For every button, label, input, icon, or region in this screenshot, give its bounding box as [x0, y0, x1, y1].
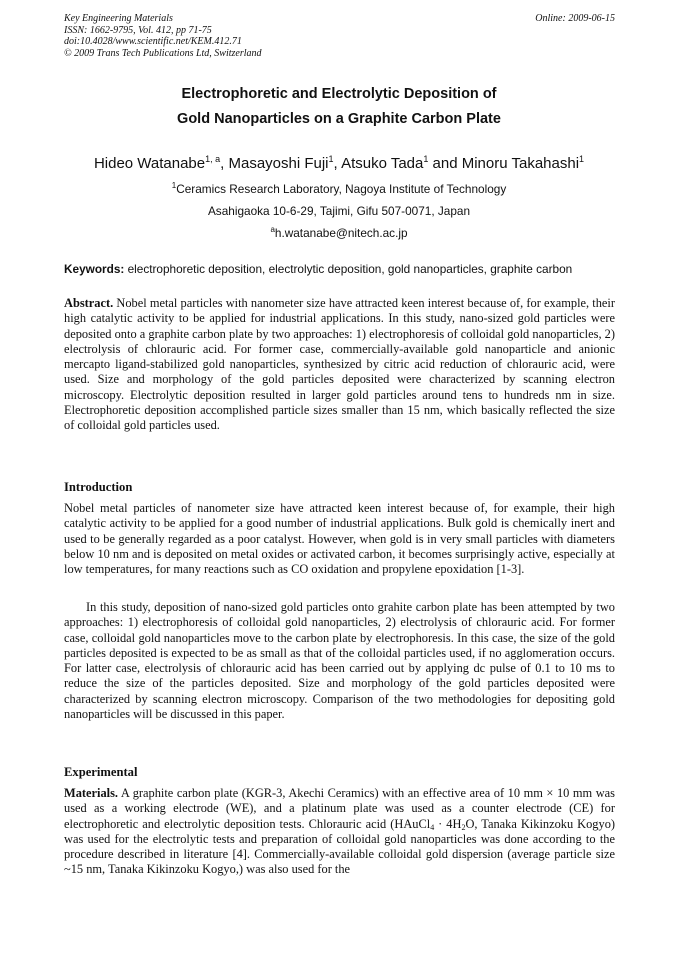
keywords-label: Keywords:	[64, 262, 125, 276]
affiliation-line-1	[0, 182, 678, 196]
subscript: 4	[430, 822, 435, 832]
author-superscript: 1	[423, 154, 429, 164]
materials-text: · 4H	[434, 816, 462, 831]
affiliation-institution: Ceramics Research Laboratory, Nagoya Institute of Technology	[176, 182, 507, 196]
paper-title	[0, 82, 678, 132]
author-list	[0, 155, 678, 172]
experimental-heading: Experimental	[64, 765, 138, 779]
keywords	[64, 262, 616, 276]
introduction-heading: Introduction	[64, 480, 133, 494]
materials-label: Materials.	[64, 786, 119, 800]
affiliation-line-2: Asahigaoka 10-6-29, Tajimi, Gifu 507-0071, Japan	[207, 204, 471, 218]
author-separator: and	[428, 155, 462, 172]
subscript: 2	[461, 822, 466, 832]
journal-name: Key Engineering Materials	[64, 13, 173, 24]
materials-text: A graphite carbon plate (KGR-3, Akechi Ceramics) with an effective area of 10 mm × 10 mm was used as a working electrode (WE), and a platinum plate was used as a counter electrode (CE) for electrophoretic and electrolytic deposition tests. Chlorauric acid (HAuCl	[64, 786, 615, 831]
journal-copyright: © 2009 Trans Tech Publications Ltd, Switzerland	[64, 47, 262, 59]
author-superscript: 1, a	[205, 154, 221, 164]
journal-header	[64, 13, 262, 59]
introduction-paragraph-2: In this study, deposition of nano-sized gold particles onto grahite carbon plate has been attempted by two approaches: 1) electrophoresis of colloidal gold nanoparticles, 2) electrolysis of chlorauric acid. For former case, colloidal gold nanoparticles move to the carbon plate by electrophoresis. In this case, the size of the gold particles deposited is expected to be as small as that of the colloidal particles used, if no agglomeration occurs. For latter case, electrolysis of chlorauric acid has been carried out by applying dc pulse of 0.1 to 10 ms to reduce the size of the particles deposited. Size and morphology of the gold particles deposited were characterized by scanning electron microscopy. Comparison of the two methodologies for depositing gold nanoparticles will be discussed in this paper.	[64, 600, 615, 722]
email-superscript: a	[270, 225, 275, 234]
keywords-text: electrophoretic deposition, electrolytic deposition, gold nanoparticles, graphite carbon	[124, 262, 573, 276]
abstract-label: Abstract.	[64, 296, 114, 310]
author-name: Hideo Watanabe	[93, 155, 206, 172]
journal-issn: ISSN: 1662-9795, Vol. 412, pp 71-75	[64, 24, 212, 36]
online-date: Online: 2009-06-15	[535, 13, 615, 24]
introduction-paragraph-1: Nobel metal particles of nanometer size have attracted keen interest because of, for example, their high catalytic activity to be applied for a good number of industrial applications. Bulk gold is chemically inert and used to be generally regarded as a poor catalyst. However, when gold is in very small particles with diameters below 10 nm and is deposited on metal oxides or activated carbon, it becomes surprisingly active, especially at low temperatures, for many reactions such as CO oxidation and propylene epoxidation [1-3].	[64, 501, 615, 577]
author-superscript: 1	[328, 154, 334, 164]
materials-paragraph	[64, 786, 615, 878]
author-superscript: 1	[579, 154, 585, 164]
affiliation-superscript: 1	[171, 181, 177, 190]
journal-doi: doi:10.4028/www.scientific.net/KEM.412.71	[64, 36, 242, 47]
author-name: Minoru Takahashi	[461, 155, 580, 172]
affiliation-email	[0, 226, 678, 240]
author-name: Masayoshi Fuji	[228, 155, 329, 172]
author-separator: ,	[333, 155, 342, 172]
author-separator: ,	[220, 155, 229, 172]
title-line-2: Gold Nanoparticles on a Graphite Carbon Plate	[177, 111, 501, 127]
abstract	[64, 296, 615, 434]
abstract-text: Nobel metal particles with nanometer size have attracted keen interest because of, for example, their high catalytic activity to be applied for industrial applications. In this study, nano-sized gold particles were deposited onto a graphite carbon plate by two approaches: 1) electrophoresis of colloidal gold nanoparticles, 2) electrolysis of chlorauric acid. For former case, commercially-available gold nanoparticle and anionic mercapto ligand-stabilized gold nanoparticles, synthesized by citric acid reduction of chlorauric acid, were used. Size and morphology of the gold particles deposited were characterized by scanning electron microscopy. Electrolytic deposition resulted in larger gold particles around tens to hundreds nm in size. Electrophoretic deposition accomplished particle sizes smaller than 15 nm, which basically reflected the size of colloidal gold particles used.	[64, 296, 615, 433]
title-line-1: Electrophoretic and Electrolytic Deposition of	[181, 86, 497, 102]
author-name: Atsuko Tada	[341, 155, 424, 172]
materials-text: O, Tanaka Kikinzoku Kogyo) was used for the electrolytic tests and preparation of colloidal gold nanoparticles was done according to the procedure described in literature [4]. Commercially-available colloidal gold dispersion (average particle size ~15 nm, Tanaka Kikinzoku Kogyo,) was also used for the	[64, 816, 616, 877]
email-address: h.watanabe@nitech.ac.jp	[274, 226, 408, 240]
